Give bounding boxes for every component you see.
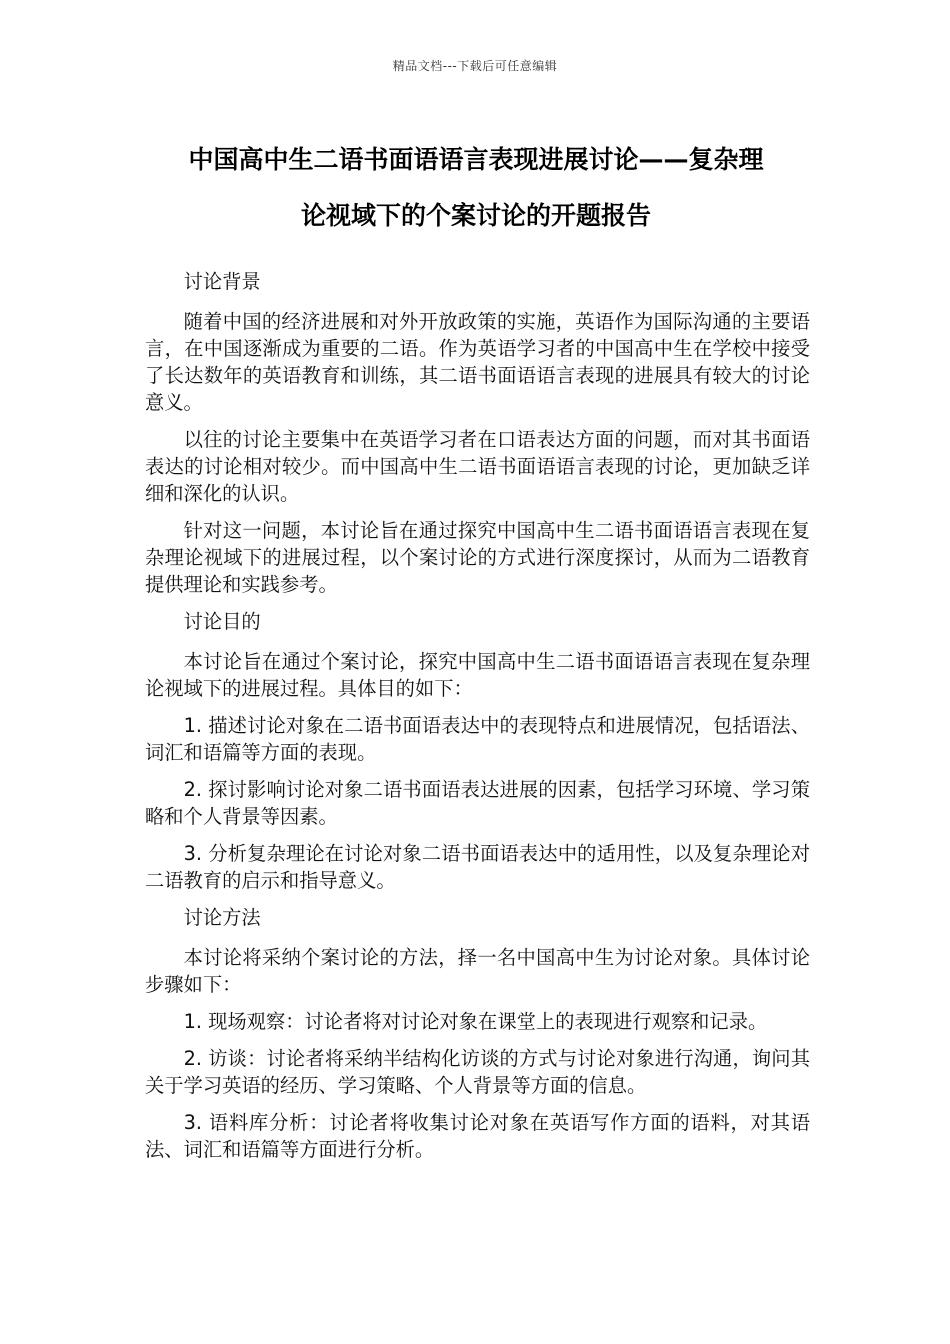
section-heading-purpose: 讨论目的 bbox=[183, 610, 261, 633]
list-item: 3. 语料库分析：讨论者将收集讨论对象在英语写作方面的语料，对其语法、词汇和语篇等方面进行分析。 bbox=[145, 1111, 810, 1161]
list-item: 1. 现场观察：讨论者将对讨论对象在课堂上的表现进行观察和记录。 bbox=[183, 1010, 768, 1033]
document-body bbox=[145, 268, 810, 1173]
list-item: 2. 访谈：讨论者将采纳半结构化访谈的方式与讨论对象进行沟通，询问其关于学习英语的经历、学习策略、个人背景等方面的信息。 bbox=[145, 1047, 810, 1097]
paragraph: 以往的讨论主要集中在英语学习者在口语表达方面的问题，而对其书面语表达的讨论相对较少。而中国高中生二语书面语语言表现的讨论，更加缺乏详细和深化的认识。 bbox=[145, 428, 810, 505]
title-line-2: 论视域下的个案讨论的开题报告 bbox=[300, 201, 651, 230]
section-heading-background: 讨论背景 bbox=[183, 270, 261, 293]
list-item: 2. 探讨影响讨论对象二语书面语表达进展的因素，包括学习环境、学习策略和个人背景等因素。 bbox=[145, 778, 810, 828]
document-title bbox=[140, 132, 812, 244]
paragraph: 本讨论将采纳个案讨论的方法，择一名中国高中生为讨论对象。具体讨论步骤如下： bbox=[145, 946, 810, 996]
paragraph: 本讨论旨在通过个案讨论，探究中国高中生二语书面语语言表现在复杂理论视域下的进展过程。具体目的如下： bbox=[145, 650, 810, 700]
header-note: 精品文档---下载后可任意编辑 bbox=[392, 59, 558, 73]
paragraph: 随着中国的经济进展和对外开放政策的实施，英语作为国际沟通的主要语言，在中国逐渐成为重要的二语。作为英语学习者的中国高中生在学校中接受了长达数年的英语教育和训练，其二语书面语语言表现的进展具有较大的讨论意义。 bbox=[145, 310, 810, 414]
title-line-1: 中国高中生二语书面语语言表现进展讨论——复杂理 bbox=[188, 145, 764, 174]
paragraph: 针对这一问题，本讨论旨在通过探究中国高中生二语书面语语言表现在复杂理论视域下的进展过程，以个案讨论的方式进行深度探讨，从而为二语教育提供理论和实践参考。 bbox=[145, 519, 810, 596]
list-item: 3. 分析复杂理论在讨论对象二语书面语表达中的适用性，以及复杂理论对二语教育的启示和指导意义。 bbox=[145, 842, 810, 892]
section-heading-method: 讨论方法 bbox=[183, 906, 261, 929]
list-item: 1. 描述讨论对象在二语书面语表达中的表现特点和进展情况，包括语法、词汇和语篇等方面的表现。 bbox=[145, 714, 810, 764]
